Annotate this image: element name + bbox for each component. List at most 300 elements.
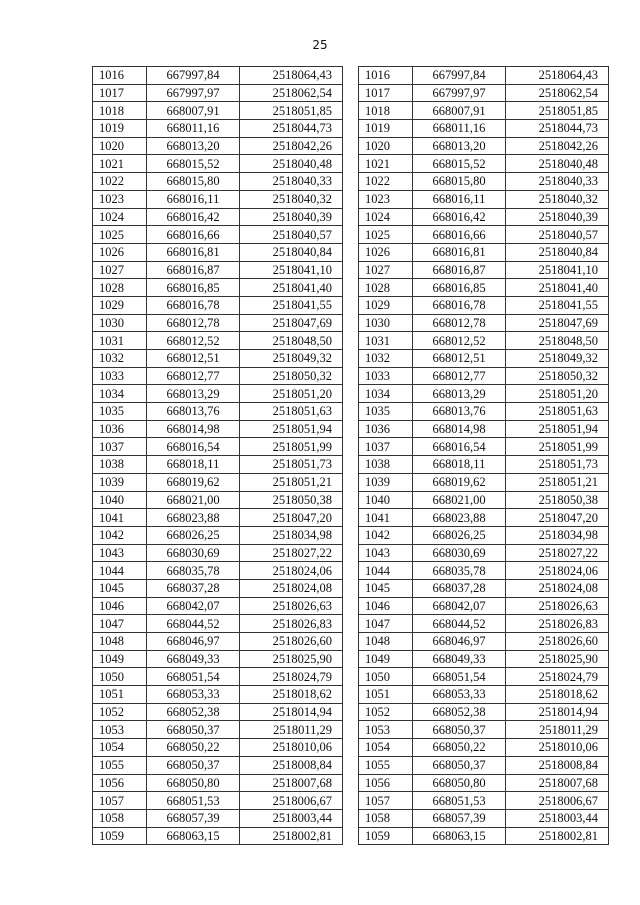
y-coordinate-cell: 2518050,32 <box>240 367 343 385</box>
y-coordinate-cell: 2518011,29 <box>240 721 343 739</box>
table-row <box>93 491 343 509</box>
x-coordinate-cell: 668013,29 <box>413 385 506 403</box>
table-row <box>93 385 343 403</box>
x-coordinate-cell: 668012,52 <box>413 332 506 350</box>
point-number-cell: 1020 <box>93 137 147 155</box>
x-coordinate-cell: 668021,00 <box>147 491 240 509</box>
x-coordinate-cell: 668013,76 <box>413 403 506 421</box>
x-coordinate-cell: 668063,15 <box>147 827 240 845</box>
x-coordinate-cell: 668015,52 <box>147 155 240 173</box>
point-number-cell: 1019 <box>359 120 413 138</box>
y-coordinate-cell: 2518024,08 <box>506 579 609 597</box>
point-number-cell: 1026 <box>93 243 147 261</box>
x-coordinate-cell: 667997,84 <box>147 67 240 85</box>
y-coordinate-cell: 2518006,67 <box>240 792 343 810</box>
y-coordinate-cell: 2518011,29 <box>506 721 609 739</box>
point-number-cell: 1040 <box>359 491 413 509</box>
x-coordinate-cell: 668051,53 <box>147 792 240 810</box>
table-row <box>359 739 609 757</box>
y-coordinate-cell: 2518041,40 <box>240 279 343 297</box>
x-coordinate-cell: 668016,54 <box>413 438 506 456</box>
y-coordinate-cell: 2518024,06 <box>240 562 343 580</box>
x-coordinate-cell: 668015,52 <box>413 155 506 173</box>
y-coordinate-cell: 2518048,50 <box>506 332 609 350</box>
y-coordinate-cell: 2518040,57 <box>506 226 609 244</box>
x-coordinate-cell: 668014,98 <box>147 420 240 438</box>
x-coordinate-cell: 668023,88 <box>413 509 506 527</box>
point-number-cell: 1041 <box>93 509 147 527</box>
x-coordinate-cell: 668012,52 <box>147 332 240 350</box>
x-coordinate-cell: 668014,98 <box>413 420 506 438</box>
y-coordinate-cell: 2518047,69 <box>506 314 609 332</box>
point-number-cell: 1049 <box>359 650 413 668</box>
point-number-cell: 1032 <box>359 350 413 368</box>
y-coordinate-cell: 2518014,94 <box>240 703 343 721</box>
point-number-cell: 1016 <box>93 67 147 85</box>
point-number-cell: 1050 <box>359 668 413 686</box>
table-row <box>93 650 343 668</box>
x-coordinate-cell: 668013,20 <box>413 137 506 155</box>
y-coordinate-cell: 2518062,54 <box>240 84 343 102</box>
y-coordinate-cell: 2518040,57 <box>240 226 343 244</box>
point-number-cell: 1044 <box>93 562 147 580</box>
point-number-cell: 1037 <box>93 438 147 456</box>
point-number-cell: 1039 <box>93 473 147 491</box>
point-number-cell: 1056 <box>359 774 413 792</box>
y-coordinate-cell: 2518042,26 <box>506 137 609 155</box>
table-row <box>93 721 343 739</box>
table-row <box>359 544 609 562</box>
point-number-cell: 1032 <box>93 350 147 368</box>
point-number-cell: 1028 <box>93 279 147 297</box>
point-number-cell: 1051 <box>359 686 413 704</box>
point-number-cell: 1038 <box>359 456 413 474</box>
point-number-cell: 1023 <box>359 190 413 208</box>
y-coordinate-cell: 2518040,84 <box>506 243 609 261</box>
y-coordinate-cell: 2518026,60 <box>506 633 609 651</box>
x-coordinate-cell: 668016,42 <box>413 208 506 226</box>
point-number-cell: 1045 <box>93 579 147 597</box>
point-number-cell: 1045 <box>359 579 413 597</box>
y-coordinate-cell: 2518044,73 <box>506 120 609 138</box>
point-number-cell: 1057 <box>359 792 413 810</box>
table-row <box>359 721 609 739</box>
table-row <box>359 243 609 261</box>
y-coordinate-cell: 2518051,63 <box>240 403 343 421</box>
table-row <box>93 579 343 597</box>
x-coordinate-cell: 668011,16 <box>147 120 240 138</box>
point-number-cell: 1034 <box>93 385 147 403</box>
y-coordinate-cell: 2518025,90 <box>240 650 343 668</box>
point-number-cell: 1037 <box>359 438 413 456</box>
table-row <box>93 633 343 651</box>
table-row <box>359 67 609 85</box>
table-row <box>359 809 609 827</box>
x-coordinate-cell: 668050,22 <box>147 739 240 757</box>
y-coordinate-cell: 2518027,22 <box>506 544 609 562</box>
x-coordinate-cell: 668016,81 <box>413 243 506 261</box>
table-row <box>93 155 343 173</box>
x-coordinate-cell: 668012,78 <box>147 314 240 332</box>
table-row <box>93 456 343 474</box>
y-coordinate-cell: 2518026,63 <box>240 597 343 615</box>
y-coordinate-cell: 2518048,50 <box>240 332 343 350</box>
table-row <box>359 420 609 438</box>
y-coordinate-cell: 2518040,33 <box>240 173 343 191</box>
x-coordinate-cell: 668051,53 <box>413 792 506 810</box>
point-number-cell: 1053 <box>93 721 147 739</box>
point-number-cell: 1058 <box>93 809 147 827</box>
point-number-cell: 1052 <box>93 703 147 721</box>
x-coordinate-cell: 668046,97 <box>413 633 506 651</box>
y-coordinate-cell: 2518007,68 <box>506 774 609 792</box>
y-coordinate-cell: 2518040,48 <box>506 155 609 173</box>
point-number-cell: 1053 <box>359 721 413 739</box>
x-coordinate-cell: 668016,87 <box>147 261 240 279</box>
x-coordinate-cell: 668016,87 <box>413 261 506 279</box>
y-coordinate-cell: 2518034,98 <box>506 526 609 544</box>
point-number-cell: 1036 <box>359 420 413 438</box>
point-number-cell: 1059 <box>93 827 147 845</box>
x-coordinate-cell: 668026,25 <box>413 526 506 544</box>
table-row <box>359 385 609 403</box>
table-row <box>93 314 343 332</box>
table-row <box>359 792 609 810</box>
table-row <box>93 703 343 721</box>
point-number-cell: 1018 <box>359 102 413 120</box>
table-row <box>93 544 343 562</box>
table-row <box>359 332 609 350</box>
x-coordinate-cell: 668013,20 <box>147 137 240 155</box>
x-coordinate-cell: 668016,11 <box>147 190 240 208</box>
table-row <box>359 456 609 474</box>
x-coordinate-cell: 667997,97 <box>413 84 506 102</box>
y-coordinate-cell: 2518042,26 <box>240 137 343 155</box>
table-row <box>359 579 609 597</box>
point-number-cell: 1017 <box>93 84 147 102</box>
x-coordinate-cell: 668050,37 <box>413 756 506 774</box>
point-number-cell: 1024 <box>93 208 147 226</box>
y-coordinate-cell: 2518041,10 <box>506 261 609 279</box>
table-row <box>359 562 609 580</box>
point-number-cell: 1030 <box>93 314 147 332</box>
x-coordinate-cell: 668050,80 <box>413 774 506 792</box>
table-row <box>359 827 609 845</box>
x-coordinate-cell: 668021,00 <box>413 491 506 509</box>
y-coordinate-cell: 2518018,62 <box>506 686 609 704</box>
x-coordinate-cell: 668018,11 <box>413 456 506 474</box>
table-row <box>93 774 343 792</box>
y-coordinate-cell: 2518051,94 <box>506 420 609 438</box>
table-row <box>93 756 343 774</box>
x-coordinate-cell: 667997,97 <box>147 84 240 102</box>
point-number-cell: 1043 <box>93 544 147 562</box>
point-number-cell: 1031 <box>359 332 413 350</box>
point-number-cell: 1039 <box>359 473 413 491</box>
table-row <box>359 526 609 544</box>
point-number-cell: 1028 <box>359 279 413 297</box>
x-coordinate-cell: 668012,77 <box>147 367 240 385</box>
x-coordinate-cell: 668019,62 <box>147 473 240 491</box>
y-coordinate-cell: 2518051,21 <box>240 473 343 491</box>
table-row <box>359 367 609 385</box>
table-row <box>359 597 609 615</box>
point-number-cell: 1019 <box>93 120 147 138</box>
point-number-cell: 1051 <box>93 686 147 704</box>
point-number-cell: 1017 <box>359 84 413 102</box>
table-row <box>359 473 609 491</box>
point-number-cell: 1020 <box>359 137 413 155</box>
point-number-cell: 1025 <box>359 226 413 244</box>
table-row <box>359 296 609 314</box>
y-coordinate-cell: 2518002,81 <box>506 827 609 845</box>
x-coordinate-cell: 668049,33 <box>413 650 506 668</box>
point-number-cell: 1054 <box>93 739 147 757</box>
y-coordinate-cell: 2518051,21 <box>506 473 609 491</box>
y-coordinate-cell: 2518041,40 <box>506 279 609 297</box>
y-coordinate-cell: 2518010,06 <box>240 739 343 757</box>
y-coordinate-cell: 2518041,10 <box>240 261 343 279</box>
point-number-cell: 1057 <box>93 792 147 810</box>
point-number-cell: 1022 <box>359 173 413 191</box>
x-coordinate-cell: 668050,80 <box>147 774 240 792</box>
point-number-cell: 1050 <box>93 668 147 686</box>
x-coordinate-cell: 668049,33 <box>147 650 240 668</box>
x-coordinate-cell: 668044,52 <box>147 615 240 633</box>
table-row <box>93 792 343 810</box>
x-coordinate-cell: 668035,78 <box>147 562 240 580</box>
x-coordinate-cell: 668016,42 <box>147 208 240 226</box>
point-number-cell: 1048 <box>359 633 413 651</box>
point-number-cell: 1027 <box>359 261 413 279</box>
point-number-cell: 1025 <box>93 226 147 244</box>
table-row <box>359 190 609 208</box>
y-coordinate-cell: 2518003,44 <box>506 809 609 827</box>
x-coordinate-cell: 668046,97 <box>147 633 240 651</box>
table-row <box>93 84 343 102</box>
y-coordinate-cell: 2518041,55 <box>240 296 343 314</box>
table-row <box>93 739 343 757</box>
x-coordinate-cell: 668016,54 <box>147 438 240 456</box>
x-coordinate-cell: 668030,69 <box>147 544 240 562</box>
x-coordinate-cell: 668026,25 <box>147 526 240 544</box>
y-coordinate-cell: 2518006,67 <box>506 792 609 810</box>
y-coordinate-cell: 2518044,73 <box>240 120 343 138</box>
point-number-cell: 1024 <box>359 208 413 226</box>
point-number-cell: 1036 <box>93 420 147 438</box>
y-coordinate-cell: 2518014,94 <box>506 703 609 721</box>
table-row <box>359 261 609 279</box>
table-row <box>359 350 609 368</box>
x-coordinate-cell: 668053,33 <box>147 686 240 704</box>
point-number-cell: 1029 <box>359 296 413 314</box>
x-coordinate-cell: 668012,78 <box>413 314 506 332</box>
x-coordinate-cell: 668042,07 <box>147 597 240 615</box>
table-row <box>93 526 343 544</box>
x-coordinate-cell: 668051,54 <box>147 668 240 686</box>
y-coordinate-cell: 2518051,20 <box>506 385 609 403</box>
table-row <box>359 703 609 721</box>
table-row <box>93 597 343 615</box>
x-coordinate-cell: 668016,66 <box>413 226 506 244</box>
point-number-cell: 1016 <box>359 67 413 85</box>
point-number-cell: 1049 <box>93 650 147 668</box>
table-row <box>93 190 343 208</box>
point-number-cell: 1021 <box>359 155 413 173</box>
y-coordinate-cell: 2518051,20 <box>240 385 343 403</box>
table-row <box>359 491 609 509</box>
point-number-cell: 1052 <box>359 703 413 721</box>
x-coordinate-cell: 668051,54 <box>413 668 506 686</box>
y-coordinate-cell: 2518062,54 <box>506 84 609 102</box>
point-number-cell: 1021 <box>93 155 147 173</box>
y-coordinate-cell: 2518024,06 <box>506 562 609 580</box>
table-row <box>93 668 343 686</box>
point-number-cell: 1054 <box>359 739 413 757</box>
table-row <box>359 650 609 668</box>
table-row <box>93 809 343 827</box>
table-row <box>359 615 609 633</box>
x-coordinate-cell: 668007,91 <box>413 102 506 120</box>
y-coordinate-cell: 2518040,39 <box>240 208 343 226</box>
point-number-cell: 1058 <box>359 809 413 827</box>
x-coordinate-cell: 668057,39 <box>147 809 240 827</box>
y-coordinate-cell: 2518049,32 <box>506 350 609 368</box>
y-coordinate-cell: 2518040,32 <box>506 190 609 208</box>
table-row <box>93 420 343 438</box>
y-coordinate-cell: 2518050,38 <box>506 491 609 509</box>
y-coordinate-cell: 2518040,33 <box>506 173 609 191</box>
point-number-cell: 1030 <box>359 314 413 332</box>
table-row <box>93 473 343 491</box>
x-coordinate-cell: 668030,69 <box>413 544 506 562</box>
x-coordinate-cell: 668012,51 <box>147 350 240 368</box>
y-coordinate-cell: 2518026,83 <box>240 615 343 633</box>
table-row <box>93 367 343 385</box>
x-coordinate-cell: 668019,62 <box>413 473 506 491</box>
table-row <box>93 208 343 226</box>
x-coordinate-cell: 668012,51 <box>413 350 506 368</box>
table-row <box>93 102 343 120</box>
x-coordinate-cell: 668012,77 <box>413 367 506 385</box>
point-number-cell: 1033 <box>93 367 147 385</box>
y-coordinate-cell: 2518049,32 <box>240 350 343 368</box>
point-number-cell: 1023 <box>93 190 147 208</box>
point-number-cell: 1040 <box>93 491 147 509</box>
x-coordinate-cell: 668035,78 <box>413 562 506 580</box>
y-coordinate-cell: 2518007,68 <box>240 774 343 792</box>
y-coordinate-cell: 2518040,32 <box>240 190 343 208</box>
x-coordinate-cell: 668013,29 <box>147 385 240 403</box>
x-coordinate-cell: 668016,81 <box>147 243 240 261</box>
y-coordinate-cell: 2518008,84 <box>240 756 343 774</box>
y-coordinate-cell: 2518024,79 <box>240 668 343 686</box>
x-coordinate-cell: 668037,28 <box>147 579 240 597</box>
y-coordinate-cell: 2518047,20 <box>506 509 609 527</box>
table-row <box>93 332 343 350</box>
x-coordinate-cell: 668016,85 <box>147 279 240 297</box>
point-number-cell: 1035 <box>359 403 413 421</box>
point-number-cell: 1048 <box>93 633 147 651</box>
y-coordinate-cell: 2518064,43 <box>506 67 609 85</box>
x-coordinate-cell: 668044,52 <box>413 615 506 633</box>
x-coordinate-cell: 668050,37 <box>413 721 506 739</box>
coordinates-table-left <box>92 66 343 845</box>
y-coordinate-cell: 2518050,38 <box>240 491 343 509</box>
x-coordinate-cell: 668037,28 <box>413 579 506 597</box>
table-row <box>93 686 343 704</box>
x-coordinate-cell: 668015,80 <box>413 173 506 191</box>
point-number-cell: 1034 <box>359 385 413 403</box>
table-row <box>359 84 609 102</box>
point-number-cell: 1033 <box>359 367 413 385</box>
x-coordinate-cell: 668057,39 <box>413 809 506 827</box>
y-coordinate-cell: 2518051,94 <box>240 420 343 438</box>
y-coordinate-cell: 2518040,84 <box>240 243 343 261</box>
y-coordinate-cell: 2518050,32 <box>506 367 609 385</box>
y-coordinate-cell: 2518047,20 <box>240 509 343 527</box>
x-coordinate-cell: 668016,66 <box>147 226 240 244</box>
point-number-cell: 1046 <box>93 597 147 615</box>
coordinates-table-right <box>358 66 609 845</box>
y-coordinate-cell: 2518051,85 <box>506 102 609 120</box>
x-coordinate-cell: 668053,33 <box>413 686 506 704</box>
y-coordinate-cell: 2518026,83 <box>506 615 609 633</box>
x-coordinate-cell: 668050,37 <box>147 721 240 739</box>
y-coordinate-cell: 2518064,43 <box>240 67 343 85</box>
table-row <box>359 686 609 704</box>
table-row <box>359 756 609 774</box>
y-coordinate-cell: 2518051,85 <box>240 102 343 120</box>
point-number-cell: 1031 <box>93 332 147 350</box>
point-number-cell: 1055 <box>359 756 413 774</box>
x-coordinate-cell: 668016,11 <box>413 190 506 208</box>
table-row <box>93 137 343 155</box>
table-row <box>359 438 609 456</box>
x-coordinate-cell: 667997,84 <box>413 67 506 85</box>
y-coordinate-cell: 2518010,06 <box>506 739 609 757</box>
y-coordinate-cell: 2518026,60 <box>240 633 343 651</box>
table-row <box>359 509 609 527</box>
point-number-cell: 1056 <box>93 774 147 792</box>
x-coordinate-cell: 668050,22 <box>413 739 506 757</box>
table-row <box>93 67 343 85</box>
table-row <box>93 509 343 527</box>
table-row <box>359 314 609 332</box>
x-coordinate-cell: 668052,38 <box>147 703 240 721</box>
x-coordinate-cell: 668018,11 <box>147 456 240 474</box>
point-number-cell: 1029 <box>93 296 147 314</box>
point-number-cell: 1022 <box>93 173 147 191</box>
x-coordinate-cell: 668007,91 <box>147 102 240 120</box>
y-coordinate-cell: 2518040,39 <box>506 208 609 226</box>
y-coordinate-cell: 2518002,81 <box>240 827 343 845</box>
y-coordinate-cell: 2518025,90 <box>506 650 609 668</box>
table-row <box>93 279 343 297</box>
x-coordinate-cell: 668052,38 <box>413 703 506 721</box>
table-row <box>359 208 609 226</box>
table-row <box>359 279 609 297</box>
point-number-cell: 1044 <box>359 562 413 580</box>
x-coordinate-cell: 668013,76 <box>147 403 240 421</box>
y-coordinate-cell: 2518051,99 <box>240 438 343 456</box>
table-row <box>359 403 609 421</box>
table-row <box>93 615 343 633</box>
x-coordinate-cell: 668016,78 <box>413 296 506 314</box>
point-number-cell: 1035 <box>93 403 147 421</box>
table-row <box>359 774 609 792</box>
table-row <box>359 173 609 191</box>
